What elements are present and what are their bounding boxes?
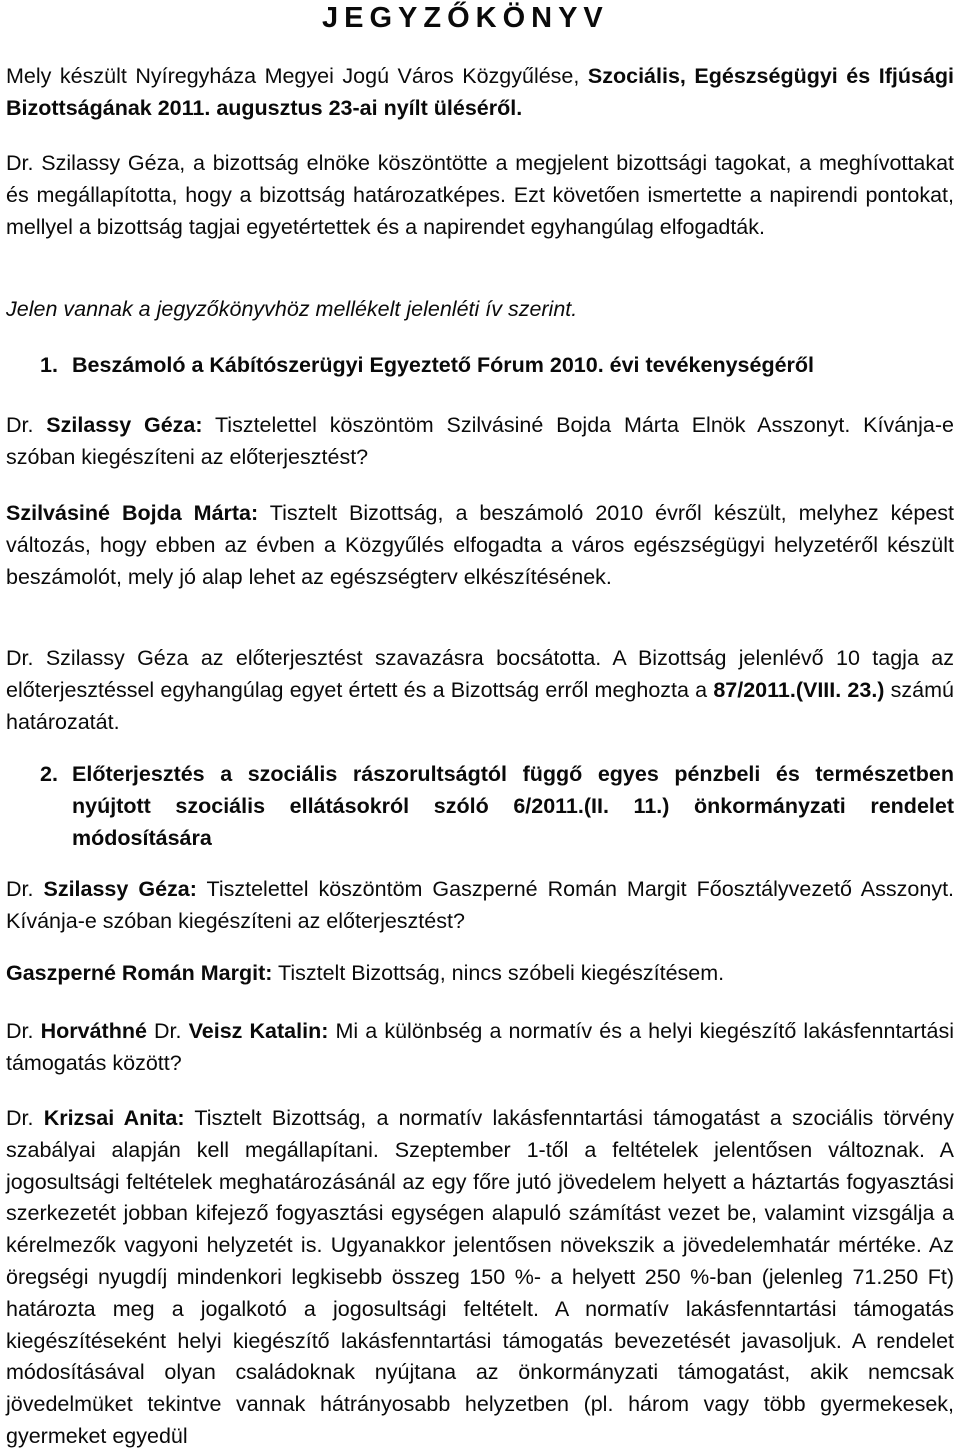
speaker-name: Gaszperné Román Margit: <box>6 961 273 985</box>
resolution-number: 87/2011.(VIII. 23.) <box>713 677 885 702</box>
statement-3 <box>6 874 954 938</box>
speaker-prefix: Dr. <box>6 1106 44 1130</box>
opening-paragraph: Dr. Szilassy Géza, a bizottság elnöke köszöntötte a megjelent bizottsági tagokat, a meghívottakat és megállapította, hogy a bizottság határozatképes. Ezt követően ismertette a napirendi pontokat, mellyel a bizottság tagjai egyetértettek és a napirendet egyhangúlag elfogadták. <box>6 151 954 239</box>
statement-5 <box>6 1016 954 1080</box>
statement-text: Tisztelettel köszöntöm Gaszperné Román Margit Főosztályvezető Asszonyt. Kívánja-e szóban kiegészíteni az előterjesztést? <box>6 877 955 933</box>
vote-text-end: számú határozatát. <box>6 677 954 734</box>
vote-text: Dr. Szilassy Géza az előterjesztést szavazásra bocsátotta. A Bizottság jelenlévő 10 tagja az előterjesztéssel egyhangúlag egyet értett és a Bizottság erről meghozta a <box>6 646 954 702</box>
vote-paragraph-1 <box>6 643 954 738</box>
statement-text: Mi a különbség a normatív és a helyi kiegészítő lakásfenntartási támogatás között? <box>6 1019 955 1075</box>
speaker-prefix: Dr. <box>6 413 47 437</box>
speaker-name-2: Veisz Katalin: <box>188 1019 329 1043</box>
agenda-item-2-number: 2. <box>40 762 58 786</box>
speaker-name: Horváthné <box>40 1019 147 1043</box>
statement-2 <box>6 498 954 593</box>
statement-text: Tisztelt Bizottság, nincs szóbeli kiegészítésem. <box>272 961 725 985</box>
statement-6 <box>6 1103 954 1453</box>
agenda-item-1-title: Beszámoló a Kábítószerügyi Egyeztető Fórum 2010. évi tevékenységéről <box>72 353 815 377</box>
speaker-name: Krizsai Anita: <box>43 1106 185 1130</box>
committee-meeting-title: Szociális, Egészségügyi és Ifjúsági Bizottságának 2011. augusztus 23-ai nyílt üléséről. <box>6 64 955 120</box>
speaker-prefix: Dr. <box>6 1019 41 1043</box>
agenda-item-1-heading <box>40 350 954 382</box>
speaker-name: Szilvásiné Bojda Márta: <box>6 501 259 525</box>
agenda-item-2-title: Előterjesztés a szociális rászorultságtól függő egyes pénzbeli és természetben nyújtott szociális ellátásokról szóló 6/2011.(II. 11.) önkormányzati rendelet módosítására <box>72 762 954 850</box>
statement-text: Tisztelt Bizottság, a beszámoló 2010 évről készült, melyhez képest változás, hogy ebben az évben a Közgyűlés elfogadta a város egészségügyi helyzetéről készült beszámolót, mely jó alap lehet az egészségterv elkészítésének. <box>6 501 955 589</box>
agenda-item-1-number: 1. <box>40 353 58 377</box>
attendance-note: Jelen vannak a jegyzőkönyvhöz mellékelt jelenléti ív szerint. <box>6 297 578 321</box>
intro-paragraph <box>6 61 954 125</box>
statement-text: Tisztelettel köszöntöm Szilvásiné Bojda Márta Elnök Asszonyt. Kívánja-e szóban kiegészíteni az előterjesztést? <box>6 413 954 469</box>
intro-text: Mely készült Nyíregyháza Megyei Jogú Város Közgyűlése, <box>6 64 588 88</box>
statement-text: Tisztelt Bizottság, a normatív lakásfenntartási támogatást a szociális törvény szabályai alapján kell megállapítani. Szeptember 1-től a feltételek jelentősen változnak. A jogosultsági feltételek meghatározásánál az egy főre jutó jövedelem helyett a háztartás fogyasztási szerkezetét jobban kifejező fogyasztási egységen alapuló számítást vezet be, valamint vizsgálja a kérelmezők vagyoni helyzetét is. Ugyanakkor jelentősen növekszik a jövedelemhatár mértéke. Az öregségi nyugdíj mindenkori legkisebb összeg 150 %- a helyett 250 %-ban (jelenleg 71.250 Ft) határozta meg a jogalkotó a jogosultsági feltételt. A normatív lakásfenntartási támogatás kiegészítéseként helyi kiegészítő lakásfenntartási támogatás bevezetését javasoljuk. A rendelet módosításával olyan családoknak nyújtana az önkormányzati támogatást, akik nemcsak jövedelmüket tekintve vannak hátrányosabb helyzetben (pl. három vagy több gyermekesek, gyermeket egyedül <box>6 1106 955 1448</box>
speaker-prefix-2: Dr. <box>146 1019 189 1043</box>
speaker-prefix: Dr. <box>6 877 44 901</box>
document-title: JEGYZŐKÖNYV <box>322 2 609 34</box>
statement-4 <box>6 958 954 990</box>
speaker-name: Szilassy Géza: <box>46 413 203 437</box>
statement-1 <box>6 410 954 474</box>
speaker-name: Szilassy Géza: <box>43 877 197 901</box>
